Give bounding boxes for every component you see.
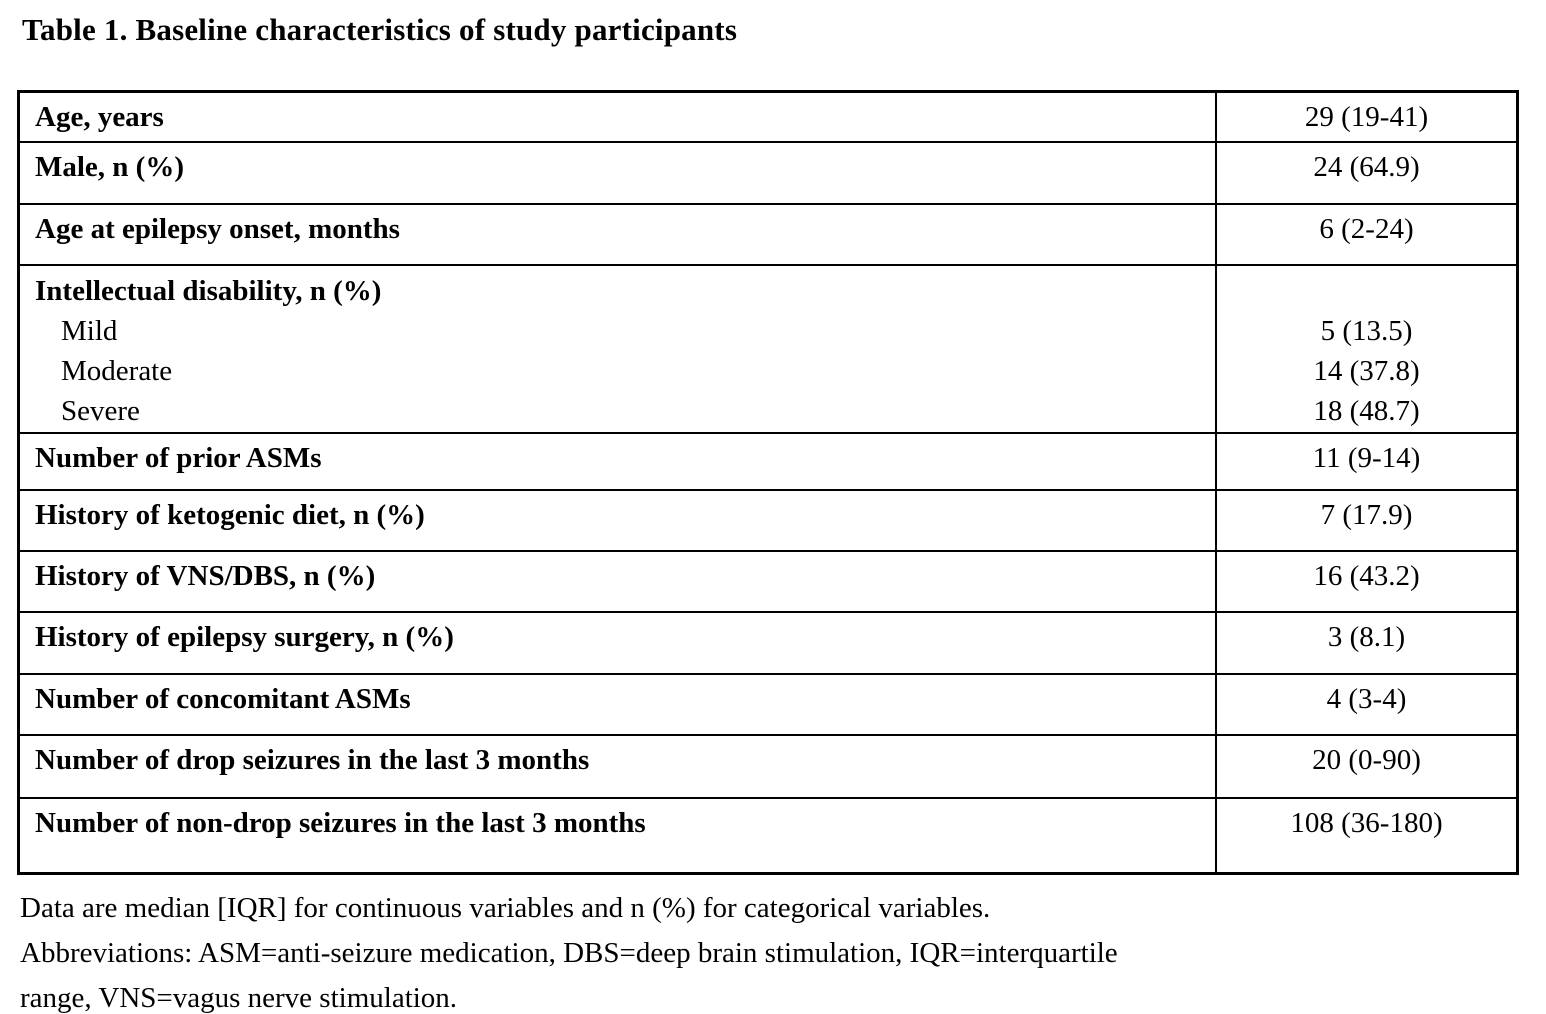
table-row-vns-dbs (20, 552, 1516, 613)
table-row-intellectual-disability (20, 266, 1516, 434)
row-value: 24 (64.9) (1313, 151, 1420, 183)
table-row-concomitant-asms (20, 675, 1516, 736)
table-row-prior-asms (20, 434, 1516, 491)
footnote-data-description: Data are median [IQR] for continuous variables and n (%) for categorical variables. (20, 892, 991, 924)
table-footnotes (20, 886, 1118, 1014)
row-label: Number of non-drop seizures in the last 3 months (20, 799, 1217, 872)
row-value-group (1217, 266, 1516, 432)
sub-row-value: 5 (13.5) (1320, 315, 1413, 347)
value-spacer (1217, 271, 1516, 311)
row-label: History of epilepsy surgery, n (%) (20, 613, 1217, 673)
footnote-abbreviations: Abbreviations: ASM=anti-seizure medication, DBS=deep brain stimulation, IQR=interquartile (20, 937, 1118, 969)
table-title: Table 1. Baseline characteristics of study participants (22, 12, 738, 47)
table-row-ketogenic-diet (20, 491, 1516, 552)
table-row-age (20, 93, 1516, 143)
sub-row-label: Mild (61, 315, 118, 347)
table-row-drop-seizures (20, 736, 1516, 799)
row-value: 20 (0-90) (1312, 744, 1421, 776)
row-value: 4 (3-4) (1326, 683, 1407, 715)
sub-row-value: 18 (48.7) (1313, 395, 1420, 427)
row-value: 7 (17.9) (1320, 499, 1413, 531)
baseline-characteristics-table (17, 90, 1519, 875)
table-row-male (20, 143, 1516, 205)
sub-row-label: Severe (61, 395, 140, 427)
row-label: Number of concomitant ASMs (20, 675, 1217, 734)
row-label: Number of drop seizures in the last 3 months (20, 736, 1217, 797)
row-value: 29 (19-41) (1304, 101, 1429, 133)
row-label-group (20, 266, 1217, 432)
row-label: Male, n (%) (20, 143, 1217, 203)
row-value: 108 (36-180) (1290, 807, 1443, 839)
sub-row-value: 14 (37.8) (1313, 355, 1420, 387)
row-value: 6 (2-24) (1319, 213, 1414, 245)
row-label: Age at epilepsy onset, months (20, 205, 1217, 264)
group-label: Intellectual disability, n (%) (35, 275, 382, 307)
row-value: 11 (9-14) (1312, 442, 1421, 474)
table-row-onset-age (20, 205, 1516, 266)
row-value: 16 (43.2) (1313, 560, 1420, 592)
table-row-epilepsy-surgery (20, 613, 1516, 675)
row-label: History of VNS/DBS, n (%) (20, 552, 1217, 611)
row-label: Age, years (20, 93, 1217, 141)
footnote-abbreviations-continued: range, VNS=vagus nerve stimulation. (20, 982, 458, 1014)
row-value: 3 (8.1) (1327, 621, 1406, 653)
row-label: History of ketogenic diet, n (%) (20, 491, 1217, 550)
sub-row-label: Moderate (61, 355, 173, 387)
row-label: Number of prior ASMs (20, 434, 1217, 489)
table-row-non-drop-seizures (20, 799, 1516, 872)
